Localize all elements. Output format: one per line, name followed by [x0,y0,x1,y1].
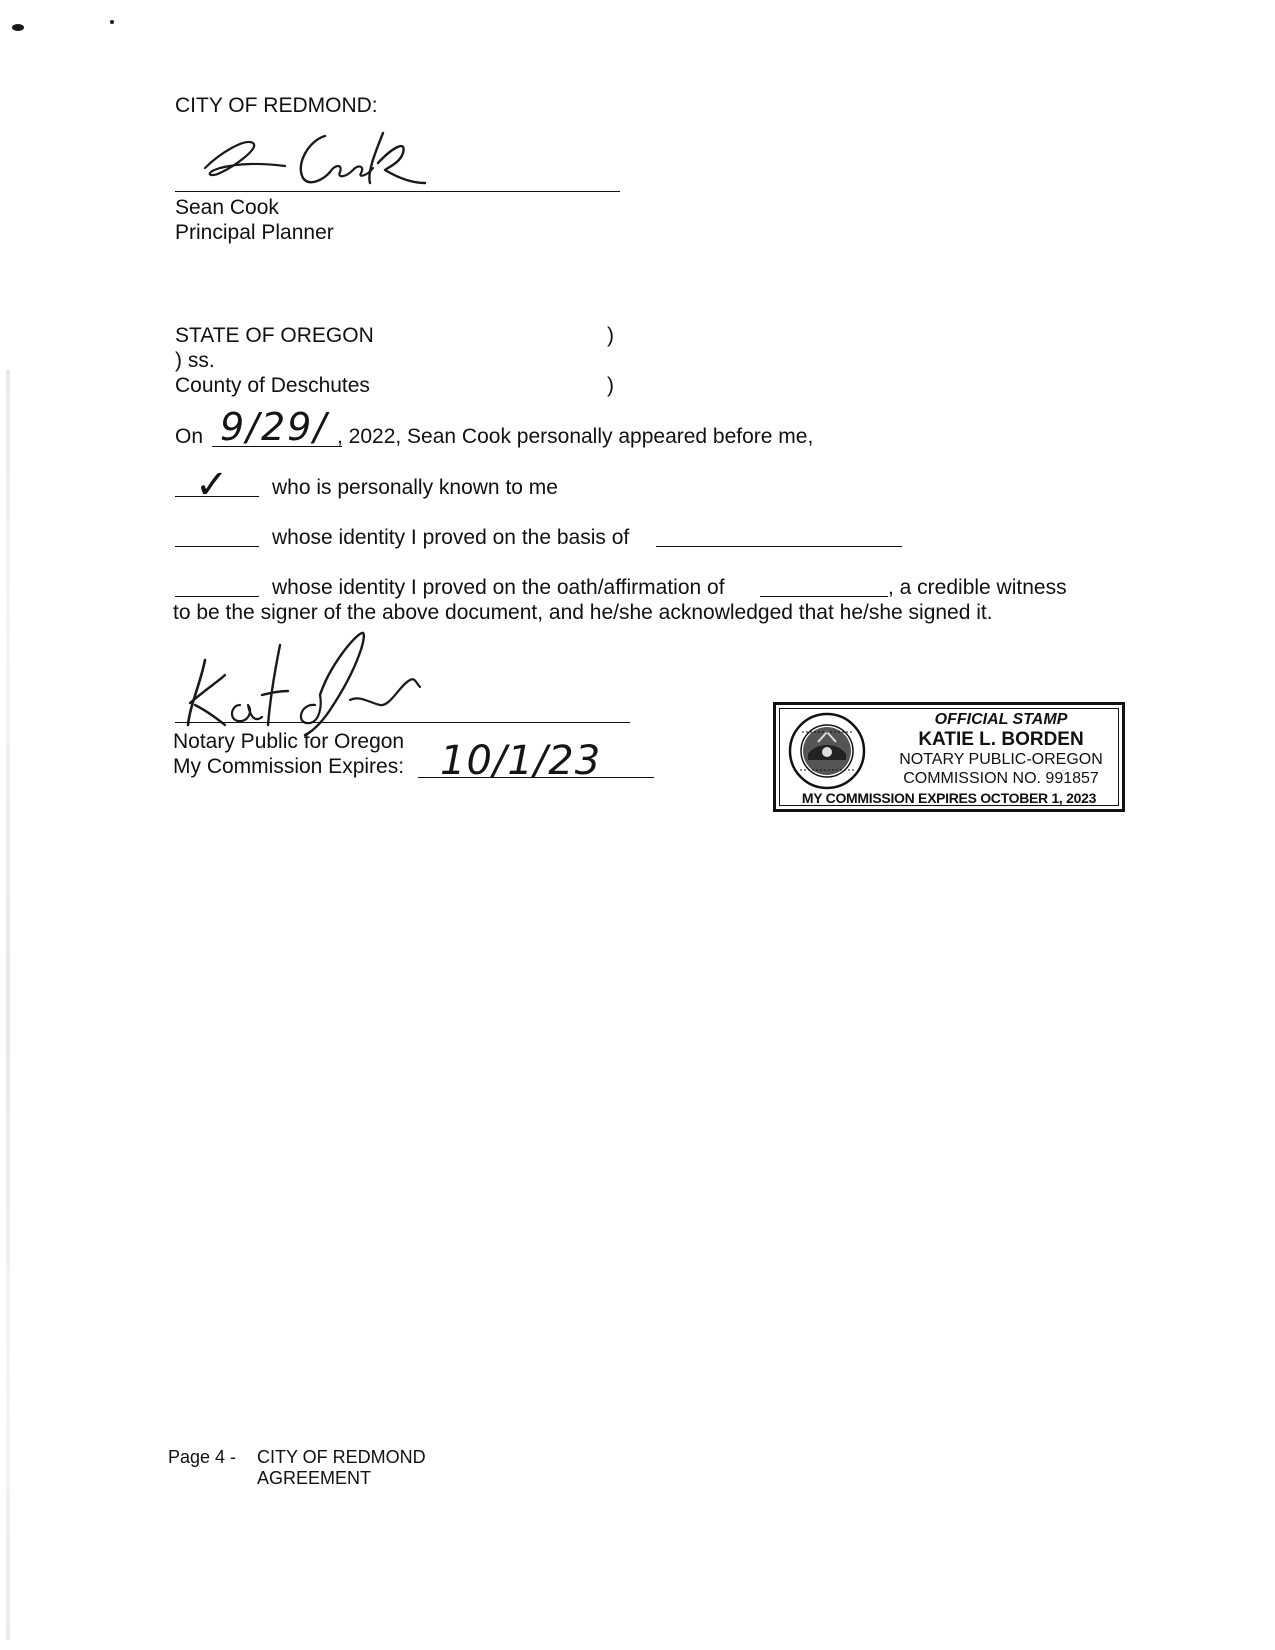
option2-basis-blank [656,546,902,547]
option2-blank [175,546,259,547]
signer-title: Principal Planner [175,221,334,244]
scan-edge [6,370,10,1640]
closing-text: to be the signer of the above document, and he/she acknowledged that he/she signed it. [173,601,993,624]
stamp-commission-number: COMMISSION NO. 991857 [903,770,1099,787]
city-label: CITY OF REDMOND: [175,94,378,117]
option1-text: who is personally known to me [272,476,558,499]
option3-blank [175,596,259,597]
on-label: On [175,425,204,448]
notary-signature-line [175,722,630,723]
scan-speck [12,24,24,31]
commission-expires-label: My Commission Expires: [173,755,405,778]
handwritten-expiration: 10/1/23 [440,738,602,784]
stamp-notary-name: KATIE L. BORDEN [918,729,1084,750]
venue-county: County of Deschutes [175,374,370,397]
notary-label: Notary Public for Oregon [173,730,405,753]
handwritten-date: 9/29/ [220,405,329,449]
oregon-seal-icon [788,712,866,790]
venue-state: STATE OF OREGON [175,324,374,347]
scan-speck [110,20,114,24]
stamp-line-3: NOTARY PUBLIC-OREGON [899,751,1103,768]
date-rest: , 2022, Sean Cook personally appeared before me, [337,425,814,448]
city-signature [175,128,435,198]
notary-signature [170,625,450,735]
city-signature-line [175,191,620,192]
stamp-line-1: OFFICIAL STAMP [934,711,1068,728]
witness-blank [760,596,888,597]
footer-page: Page 4 - [168,1447,237,1467]
footer-doc-1: CITY OF REDMOND [257,1447,426,1467]
venue-ss: ) ss. [175,349,215,372]
option2-text: whose identity I proved on the basis of [272,526,630,549]
venue-paren-2: ) [607,374,614,397]
stamp-expiration: MY COMMISSION EXPIRES OCTOBER 1, 2023 [801,790,1097,806]
venue-paren-1: ) [607,324,614,347]
footer-doc-2: AGREEMENT [257,1468,372,1488]
option3-suffix: , a credible witness [888,576,1067,599]
signer-name: Sean Cook [175,196,279,219]
option3-text: whose identity I proved on the oath/affirmation of [272,576,725,599]
check-mark: ✓ [195,462,229,508]
official-stamp [773,702,1125,812]
